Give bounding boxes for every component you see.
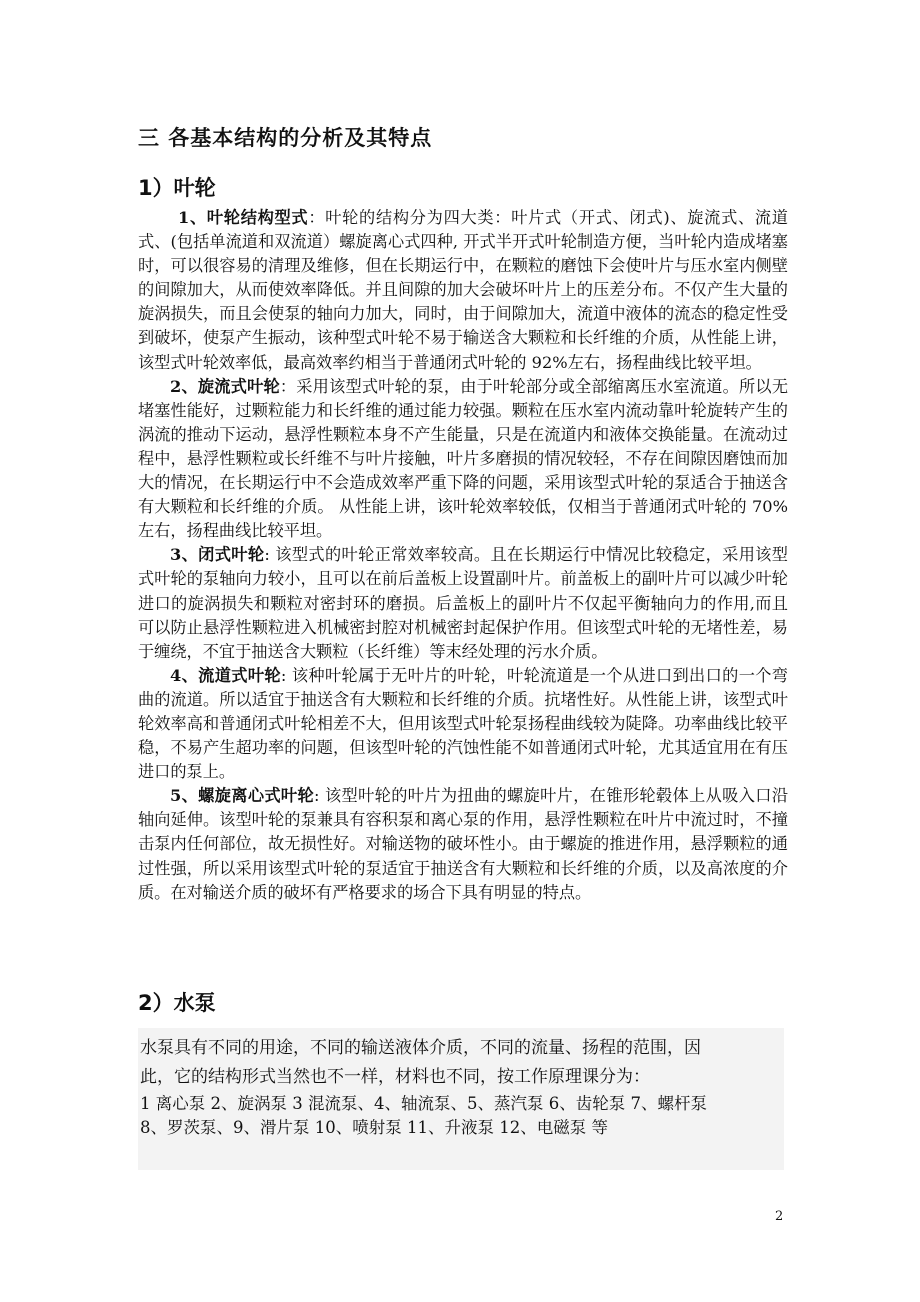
paragraph-4-label: 4、流道式叶轮 (170, 665, 281, 685)
list-line-2: 8、罗茨泵、9、滑片泵 10、喷射泵 11、升液泵 12、电磁泵 等 (140, 1118, 608, 1137)
paragraph-5-label: 5、螺旋离心式叶轮 (170, 786, 315, 806)
paragraph-1-label: 1、叶轮结构型式 (178, 208, 309, 227)
section-2-intro (140, 1034, 784, 1092)
paragraph-1 (138, 206, 788, 375)
paragraph-3-text: : 该型式的叶轮正常效率较高。且在长期运行中情况比较稳定，采用该型式叶轮的泵轴向力较小，且可以在前后盖板上设置副叶片。前盖板上的副叶片可以减少叶轮进口的旋涡损失和颗粒对密封环的磨损。后盖板上的副叶片不仅起平衡轴向力的作用,而且可以防止悬浮性颗粒进入机械密封腔对机械密封起保护作用。但该型式叶轮的无堵性差，易于缠绕，不宜于抽送含大颗粒（长纤维）等末经处理的污水介质。 (138, 545, 788, 661)
intro-line-1: 水泵具有不同的用途，不同的输送液体介质，不同的流量、扬程的范围，因 (140, 1038, 701, 1058)
list-line-1: 1 离心泵 2、旋涡泵 3 混流泵、4、轴流泵、5、蒸汽泵 6、齿轮泵 7、螺杆泵 (140, 1094, 707, 1113)
paragraph-3-label: 3、闭式叶轮 (170, 545, 265, 565)
paragraph-4 (138, 664, 788, 784)
section-2-title: 2）水泵 (138, 991, 216, 1015)
paragraph-5-text: : 该型叶轮的叶片为扭曲的螺旋叶片，在锥形轮毂体上从吸入口沿轴向延伸。该型叶轮的泵兼具有容积泵和离心泵的作用，悬浮性颗粒在叶片中流过时，不撞击泵内任何部位，故无损性好。对输送物的破坏性小。由于螺旋的推进作用，悬浮颗粒的通过性强，所以采用该型式叶轮的泵适宜于抽送含有大颗粒和长纤维的介质，以及高浓度的介质。在对输送介质的破坏有严格要求的场合下具有明显的特点。 (138, 786, 789, 902)
pump-type-list (140, 1092, 784, 1140)
paragraph-2 (138, 375, 788, 544)
page-number: 2 (775, 1209, 784, 1224)
paragraph-2-label: 2、旋流式叶轮 (170, 376, 280, 396)
paragraph-4-text: : 该种叶轮属于无叶片的叶轮，叶轮流道是一个从进口到出口的一个弯曲的流道。所以适宜于抽送含有大颗粒和长纤维的介质。抗堵性好。从性能上讲，该型式叶轮效率高和普通闭式叶轮相差不大，但用该型式叶轮泵扬程曲线较为陡降。功率曲线比较平稳，不易产生超功率的问题，但该型叶轮的汽蚀性能不如普通闭式叶轮，尤其适宜用在有压进口的泵上。 (138, 665, 788, 782)
section-1-body (138, 206, 788, 905)
paragraph-5 (138, 784, 788, 904)
paragraph-3 (138, 543, 788, 663)
paragraph-2-text: ：采用该型式叶轮的泵，由于叶轮部分或全部缩离压水室流道。所以无堵塞性能好，过颗粒能力和长纤维的通过能力较强。颗粒在压水室内流动靠叶轮旋转产生的涡流的推动下运动，悬浮性颗粒本身不产生能量，只是在流道内和液体交换能量。在流动过程中，悬浮性颗粒或长纤维不与叶片接触，叶片多磨损的情况较轻，不存在间隙因磨蚀而加大的情况，在长期运行中不会造成效率严重下降的问题，采用该型式叶轮的泵适合于抽送含有大颗粒和长纤维的介质。 从性能上讲，该叶轮效率较低，仅相当于普通闭式叶轮的 70%左右，扬程曲线比较平坦。 (138, 376, 789, 541)
intro-line-2: 此，它的结构形式当然也不一样，材料也不同，按工作原理课分为： (140, 1067, 650, 1087)
main-heading: 三 各基本结构的分析及其特点 (138, 126, 433, 150)
section-1-title: 1）叶轮 (138, 176, 216, 200)
paragraph-1-text: ：叶轮的结构分为四大类：叶片式（开式、闭式)、旋流式、流道式、(包括单流道和双流道）螺旋离心式四种, 开式半开式叶轮制造方便，当叶轮内造成堵塞时，可以很容易的清理及维修，但在长期运行中，在颗粒的磨蚀下会使叶片与压水室内侧壁的间隙加大，从而使效率降低。并且间隙的加大会破坏叶片上的压差分布。不仅产生大量的旋涡损失，而且会使泵的轴向力加大，同时，由于间隙加大，流道中液体的流态的稳定性受到破坏，使泵产生振动，该种型式叶轮不易于输送含大颗粒和长纤维的介质，从性能上讲，该型式叶轮效率低，最高效率约相当于普通闭式叶轮的 92%左右，扬程曲线比较平坦。 (138, 208, 788, 372)
